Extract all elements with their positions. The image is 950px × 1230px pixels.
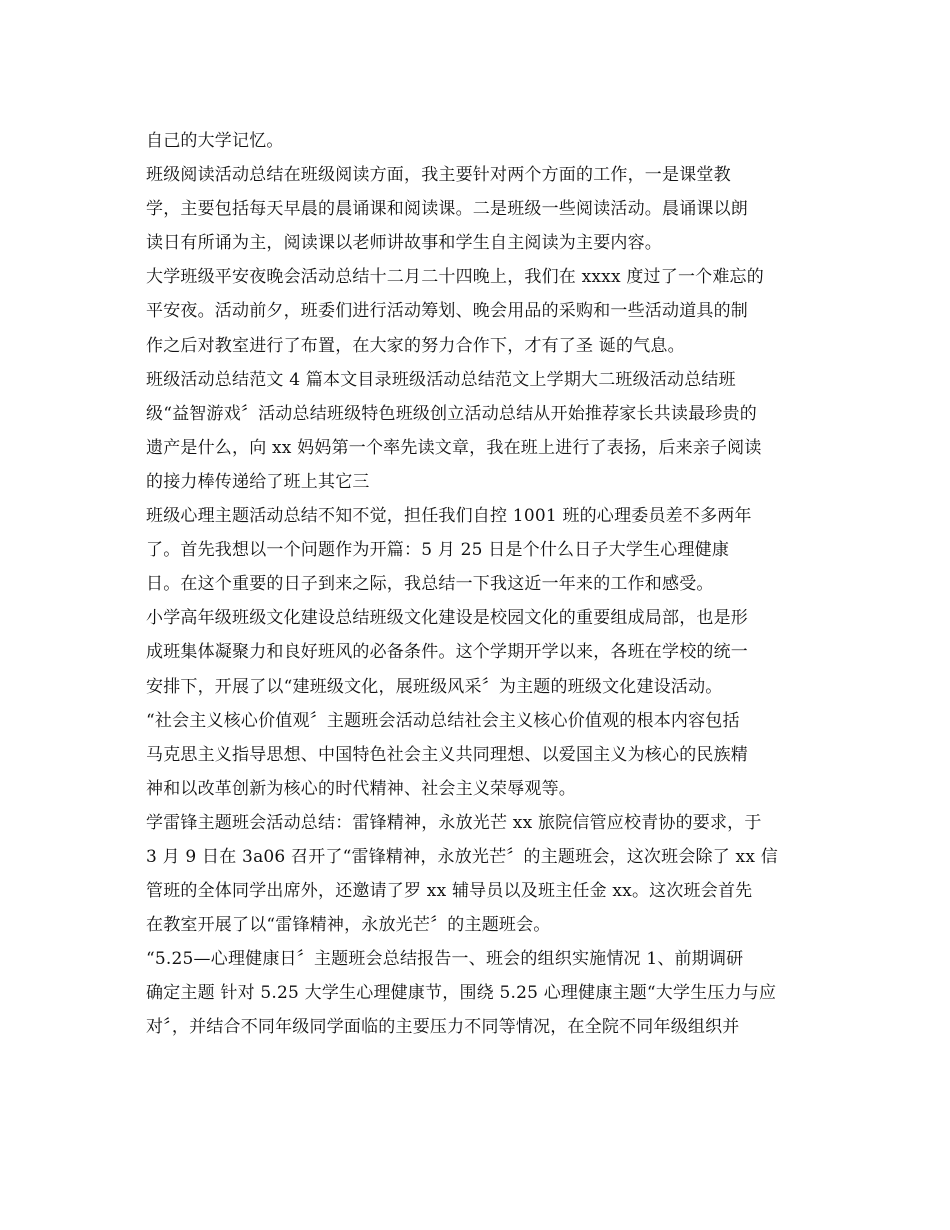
text-line: 自己的大学记忆。 [146, 131, 284, 151]
text-line: 了。首先我想以一个问题作为开篇：5 月 25 日是个什么日子大学生心理健康 [146, 540, 730, 561]
text-line: 3 月 9 日在 3a06 召开了“雷锋精神，永放光芒〞的主题班会，这次班会除了 xx 信 [146, 846, 778, 867]
text-line: 日。在这个重要的日子到来之际，我总结一下我这近一年来的工作和感受。 [146, 574, 714, 595]
text-line: 班级活动总结范文 4 篇本文目录班级活动总结范文上学期大二班级活动总结班 [146, 369, 736, 390]
text-line: 大学班级平安夜晚会活动总结十二月二十四晚上，我们在 xxxx 度过了一个难忘的 [146, 267, 764, 288]
text-line: 神和以改革创新为核心的时代精神、社会主义荣辱观等。 [146, 778, 576, 799]
text-line: 学，主要包括每天早晨的晨诵课和阅读课。二是班级一些阅读活动。晨诵课以朗 [146, 199, 748, 220]
text-line: “5.25—心理健康日〞主题班会总结报告一、班会的组织实施情况 1、前期调研 [146, 949, 744, 970]
text-line: 确定主题 针对 5.25 大学生心理健康节，围绕 5.25 心理健康主题“大学生压力与应 [146, 983, 777, 1004]
text-line: 马克思主义指导思想、中国特色社会主义共同理想、以爱国主义为核心的民族精 [146, 744, 748, 765]
text-line: 级“益智游戏〞活动总结班级特色班级创立活动总结从开始推荐家长共读最珍贵的 [146, 403, 757, 424]
text-line: 在教室开展了以“雷锋精神，永放光芒〞的主题班会。 [146, 915, 551, 936]
text-line: 班级心理主题活动总结不知不觉，担任我们自控 1001 班的心理委员差不多两年 [146, 506, 752, 527]
text-line: 遗产是什么，向 xx 妈妈第一个率先读文章，我在班上进行了表扬，后来亲子阅读 [146, 437, 762, 458]
text-line: “社会主义核心价值观〞主题班会活动总结社会主义核心价值观的根本内容包括 [146, 710, 740, 731]
text-line: 平安夜。活动前夕，班委们进行活动筹划、晚会用品的采购和一些活动道具的制 [146, 301, 748, 322]
text-line: 对〞，并结合不同年级同学面临的主要压力不同等情况，在全院不同年级组织并 [146, 1017, 740, 1038]
text-line: 成班集体凝聚力和良好班风的必备条件。这个学期开学以来，各班在学校的统一 [146, 642, 748, 663]
document-body [146, 124, 806, 1045]
text-line: 读日有所诵为主，阅读课以老师讲故事和学生自主阅读为主要内容。 [146, 233, 662, 254]
text-line: 的接力棒传递给了班上其它三 [146, 471, 370, 492]
text-line: 学雷锋主题班会活动总结：雷锋精神，永放光芒 xx 旅院信管应校青协的要求，于 [146, 812, 762, 833]
text-line: 小学高年级班级文化建设总结班级文化建设是校园文化的重要组成局部，也是形 [146, 608, 748, 629]
text-line: 作之后对教室进行了布置，在大家的努力合作下，才有了圣 诞的气息。 [146, 335, 685, 356]
text-line: 管班的全体同学出席外，还邀请了罗 xx 辅导员以及班主任金 xx。这次班会首先 [146, 881, 753, 902]
text-line: 安排下，开展了以“建班级文化，展班级风采〞为主题的班级文化建设活动。 [146, 676, 723, 697]
text-line: 班级阅读活动总结在班级阅读方面，我主要针对两个方面的工作，一是课堂教 [146, 165, 731, 186]
